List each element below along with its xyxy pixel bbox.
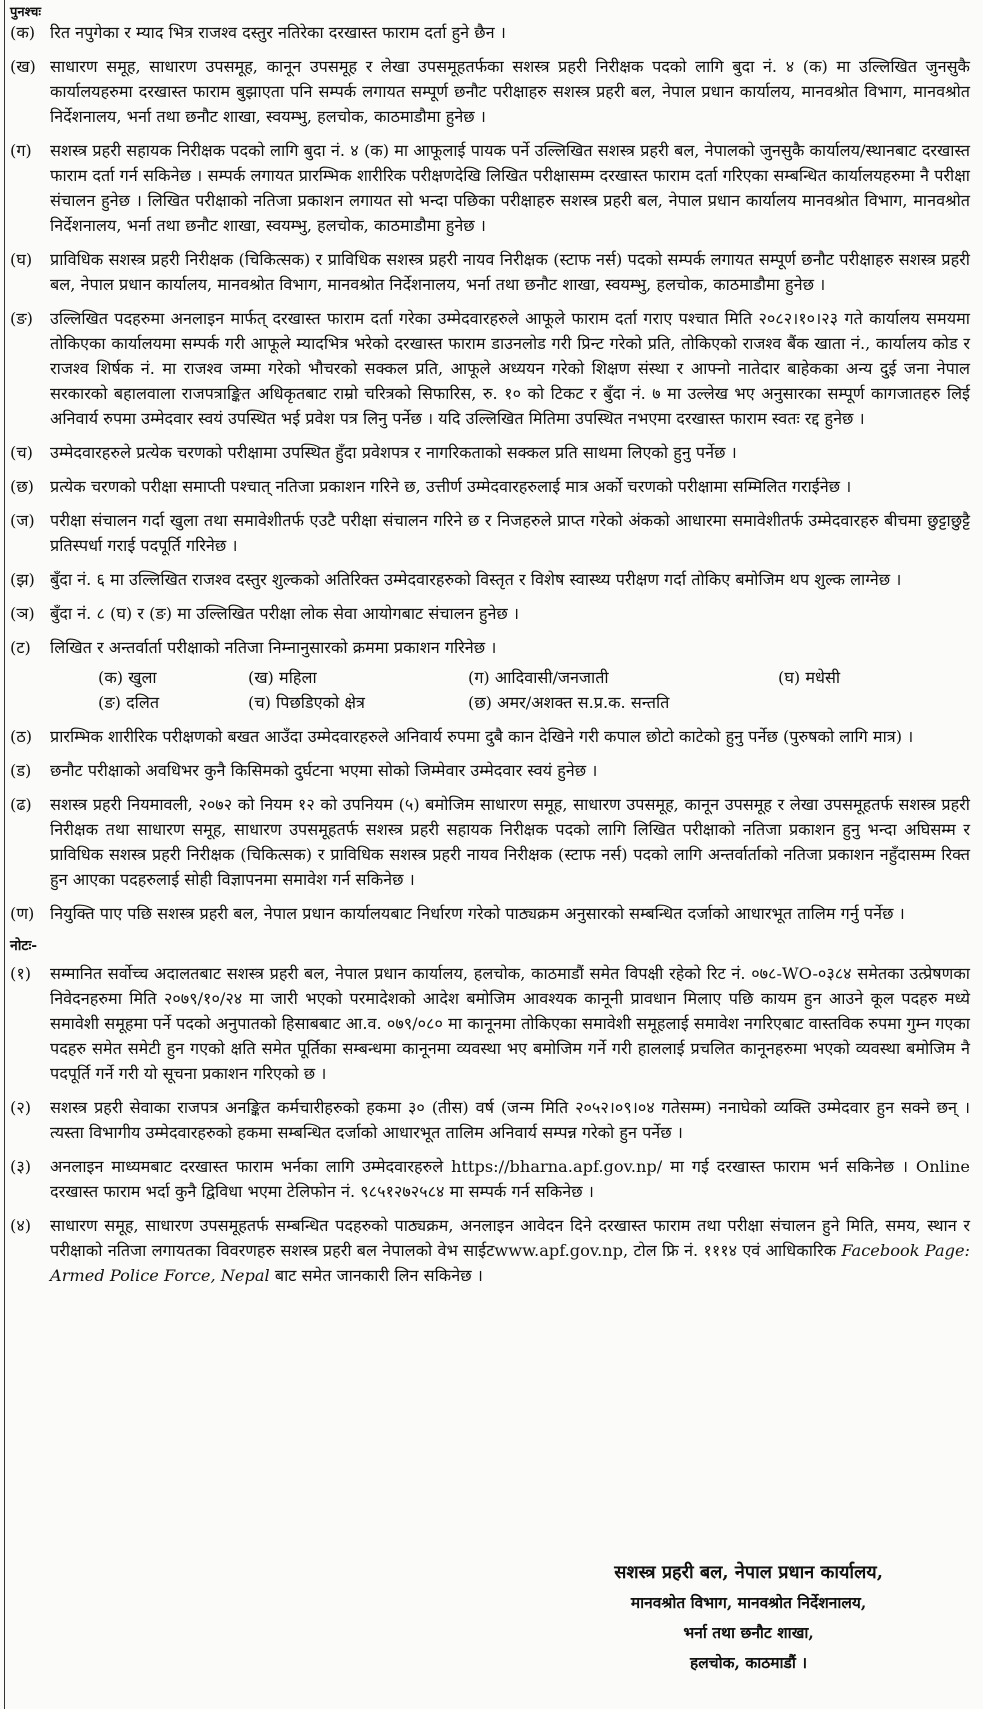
clause-item xyxy=(10,601,970,626)
clause-item xyxy=(10,901,970,926)
clause-item xyxy=(10,474,970,499)
category-indigenous: (ग) आदिवासी/जनजाती xyxy=(468,668,609,687)
clause-text: बुँदा नं. ८ (घ) र (ङ) मा उल्लिखित परीक्षा लोक सेवा आयोगबाट संचालन हुनेछ । xyxy=(50,604,520,623)
clause-text: बुँदा नं. ६ मा उल्लिखित राजश्व दस्तुर शुल्कको अतिरिक्त उम्मेदवारहरुको विस्तृत र विशेष स्वास्थ्य परीक्षण गर्दा तोकिए बमोजिम थप शुल्क लाग्नेछ । xyxy=(50,570,902,589)
note-item xyxy=(10,1154,970,1204)
note-item xyxy=(10,1213,970,1288)
clause-item xyxy=(10,440,970,465)
clause-text: छनौट परीक्षाको अवधिभर कुनै किसिमको दुर्घटना भएमा सोको जिम्मेवार उम्मेदवार स्वयं हुनेछ । xyxy=(50,761,598,780)
note-label: (१) xyxy=(10,964,32,983)
note-item xyxy=(10,1095,970,1145)
clause-item xyxy=(10,20,970,45)
clause-text: प्रारम्भिक शारीरिक परीक्षणको बखत आउँदा उम्मेदवारहरुले अनिवार्य रुपमा दुबै कान देखिने गरी कपाल छोटो काटेको हुनु पर्नेछ (पुरुषको लागि मात्र) । xyxy=(50,727,914,746)
clause-text: रित नपुगेका र म्याद भित्र राजश्व दस्तुर नतिरेका दरखास्त फाराम दर्ता हुने छैन । xyxy=(50,23,506,42)
clause-item xyxy=(10,724,970,749)
note-item xyxy=(10,961,970,1086)
clause-label: (ट) xyxy=(10,638,31,657)
clause-label: (घ) xyxy=(10,250,33,269)
clause-label: (झ) xyxy=(10,570,35,589)
clause-item xyxy=(10,635,970,660)
clause-label: (ढ) xyxy=(10,795,32,814)
clause-text: प्राविधिक सशस्त्र प्रहरी निरीक्षक (चिकित्सक) र प्राविधिक सशस्त्र प्रहरी नायव निरीक्षक (स्टाफ नर्स) पदको सम्पर्क लगायत सम्पूर्ण छनौट परीक्षाहरु सशस्त्र प्रहरी बल, नेपाल प्रधान कार्यालय, मानवश्रोत विभाग, मानवश्रोत निर्देशनालय, भर्ना तथा छनौट शाखा, स्वयम्भु, हलचोक, काठमाडौमा हुनेछ । xyxy=(50,250,970,294)
note-text-part: साधारण समूह, साधारण उपसमूहतर्फ सम्बन्धित पदहरुको पाठ्यक्रम, अनलाइन आवेदन दिने दरखास्त फाराम तथा परीक्षा संचालन हुने मिति, समय, स्थान र परीक्षाको नतिजा लगायतका विवरणहरु सशस्त्र प्रहरी बल नेपालको वेभ साईटwww.apf.gov.np, टोल फ्रि नं. १११४ एवं आधिकारिक xyxy=(50,1216,970,1260)
clause-label: (ठ) xyxy=(10,727,33,746)
clause-item xyxy=(10,54,970,129)
clause-label: (ख) xyxy=(10,57,36,76)
clause-label: (छ) xyxy=(10,477,34,496)
note-text-part: बाट समेत जानकारी लिन सकिनेछ । xyxy=(269,1266,483,1285)
category-dalit: (ङ) दलित xyxy=(98,693,160,712)
facebook-page-name: Facebook Page: Armed Police Force, Nepal xyxy=(50,1241,970,1285)
note-title: नोटः- xyxy=(10,938,38,954)
clause-item xyxy=(10,247,970,297)
note-label: (३) xyxy=(10,1157,32,1176)
clause-text: प्रत्येक चरणको परीक्षा समाप्ती पश्चात् नतिजा प्रकाशन गरिने छ, उत्तीर्ण उम्मेदवारहरुलाई मात्र अर्को चरणको परीक्षामा सम्मिलित गराईनेछ । xyxy=(50,477,852,496)
clause-label: (ङ) xyxy=(10,309,33,328)
signature-section: भर्ना तथा छनौट शाखा, xyxy=(683,1623,814,1642)
category-madhesi: (घ) मधेसी xyxy=(778,668,841,687)
clause-label: (ञ) xyxy=(10,604,35,623)
postscript-heading: पुनश्चः xyxy=(10,5,42,20)
signature-location: हलचोक, काठमाडौं । xyxy=(690,1653,808,1672)
clause-list xyxy=(10,20,970,1297)
clause-text: नियुक्ति पाए पछि सशस्त्र प्रहरी बल, नेपाल प्रधान कार्यालयबाट निर्धारण गरेको पाठ्यक्रम अनुसारको सम्बन्धित दर्जाको आधारभूत तालिम गर्नु पर्नेछ । xyxy=(50,904,905,923)
category-grid xyxy=(10,665,970,715)
signature-office: सशस्त्र प्रहरी बल, नेपाल प्रधान कार्यालय, xyxy=(614,1562,883,1583)
note-label: (४) xyxy=(10,1216,32,1235)
clause-label: (ग) xyxy=(10,141,32,160)
signature-block xyxy=(614,1558,883,1678)
note-label: (२) xyxy=(10,1098,32,1117)
note-text: सम्मानित सर्वोच्च अदालतबाट सशस्त्र प्रहरी बल, नेपाल प्रधान कार्यालय, हलचोक, काठमाडौं समेत विपक्षी रहेको रिट नं. ०७८-WO-०३८४ समेतका उत्प्रेषणका निवेदनहरुमा मिति २०७९/१०/२४ मा जारी भएको परमादेशको आदेश बमोजिम आवश्यक कानूनी प्रावधान मिलाए पछि कायम हुन आउने कूल पदहरु मध्ये समावेशी समूहमा पर्ने पदको अनुपातको हिसाबबाट आ.व. ०७९/०८० मा कानूनमा तोकिएका समावेशी समूहलाई समावेश नगरिएबाट वास्तविक रुपमा गुम्न गएका पदहरु समेत समेटी हुन गएको क्षति समेत पूर्तिका सम्बन्धमा कानूनमा व्यवस्था भए बमोजिम गर्ने गरी हाललाई प्रचलित कानूनहरुमा भएको व्यवस्था बमोजिम नै पदपूर्ति गर्ने गरी यो सूचना प्रकाशन गरिएको छ । xyxy=(50,964,970,1083)
page-edge xyxy=(4,0,5,1709)
category-martyr-descendant: (छ) अमर/अशक्त स.प्र.क. सन्तति xyxy=(468,693,670,712)
note-text: सशस्त्र प्रहरी सेवाका राजपत्र अनङ्कित कर्मचारीहरुको हकमा ३० (तीस) वर्ष (जन्म मिति २०५२।०९।०४ गतेसम्म) ननाघेको व्यक्ति उम्मेदवार हुन सक्ने छन् । त्यस्ता विभागीय उम्मेदवारहरुको हकमा सम्बन्धित दर्जाको आधारभूत तालिम अनिवार्य सम्पन्न गरेको हुन पर्नेछ । xyxy=(50,1098,970,1142)
clause-item xyxy=(10,306,970,431)
clause-text: उल्लिखित पदहरुमा अनलाइन मार्फत् दरखास्त फाराम दर्ता गरेका उम्मेदवारहरुले आफूले फाराम दर्ता गराए पश्चात मिति २०८२।१०।२३ गते कार्यालय समयमा तोकिएका कार्यालयमा सम्पर्क गरी आफूले म्यादभित्र भरेको दरखास्त फाराम डाउनलोड गरी प्रिन्ट गरेको प्रति, तोकिएको राजश्व बैंक खाता नं., कार्यालय कोड र राजश्व शिर्षक नं. मा राजश्व जम्मा गरेको भौचरको सक्कल प्रति, आफूले अध्ययन गरेको शिक्षण संस्था र आफ्नो नातेदार बाहेकका अन्य दुई जना नेपाल सरकारको बहालवाला राजपत्राङ्कित अधिकृतबाट राम्रो चरित्रको सिफारिस, रु. १० को टिकट र बुँदा नं. ७ मा उल्लेख भए अनुसारका सम्पूर्ण कागजातहरु लिई अनिवार्य रुपमा उम्मेदवार स्वयं उपस्थित भई प्रवेश पत्र लिनु पर्नेछ । यदि उल्लिखित मितिमा उपस्थित नभएमा दरखास्त फाराम स्वतः रद्द हुनेछ । xyxy=(50,309,970,428)
category-backward-region: (च) पिछडिएको क्षेत्र xyxy=(248,693,365,712)
clause-item xyxy=(10,758,970,783)
signature-department: मानवश्रोत विभाग, मानवश्रोत निर्देशनालय, xyxy=(630,1593,867,1612)
note-text: अनलाइन माध्यमबाट दरखास्त फाराम भर्नका लागि उम्मेदवारहरुले https://bharna.apf.gov.np/ मा गई दरखास्त फाराम भर्न सकिनेछ । Online दरखास्त फाराम भर्दा कुनै द्विविधा भएमा टेलिफोन नं. ९८५१२७२५८४ मा सम्पर्क गर्न सकिनेछ । xyxy=(50,1157,970,1201)
clause-label: (क) xyxy=(10,23,36,42)
clause-item xyxy=(10,508,970,558)
category-open: (क) खुला xyxy=(98,668,157,687)
clause-label: (ज) xyxy=(10,511,35,530)
clause-text: सशस्त्र प्रहरी सहायक निरीक्षक पदको लागि बुदा नं. ४ (क) मा आफूलाई पायक पर्ने उल्लिखित सशस्त्र प्रहरी बल, नेपालको जुनसुकै कार्यालय/स्थानबाट दरखास्त फाराम दर्ता गर्न सकिनेछ । सम्पर्क लगायत प्रारम्भिक शारीरिक परीक्षणदेखि लिखित परीक्षासम्म दरखास्त फाराम दर्ता गरिएका सम्बन्धित कार्यालयहरुमा नै परीक्षा संचालन हुनेछ । लिखित परीक्षाको नतिजा प्रकाशन लगायत सो भन्दा पछिका परीक्षाहरु सशस्त्र प्रहरी बल, नेपाल प्रधान कार्यालय मानवश्रोत विभाग, मानवश्रोत निर्देशनालय, भर्ना तथा छनौट शाखा, स्वयम्भु, हलचोक, काठमाडौमा हुनेछ । xyxy=(50,141,970,235)
clause-item xyxy=(10,567,970,592)
clause-label: (ण) xyxy=(10,904,35,923)
clause-text: साधारण समूह, साधारण उपसमूह, कानून उपसमूह र लेखा उपसमूहतर्फका सशस्त्र प्रहरी निरीक्षक पदको लागि बुदा नं. ४ (क) मा उल्लिखित जुनसुकै कार्यालयहरुमा दरखास्त फाराम बुझाएता पनि सम्पर्क लगायत सम्पूर्ण छनौट परीक्षाहरु सशस्त्र प्रहरी बल, नेपाल प्रधान कार्यालय, मानवश्रोत विभाग, मानवश्रोत निर्देशनालय, भर्ना तथा छनौट शाखा, स्वयम्भु, हलचोक, काठमाडौमा हुनेछ । xyxy=(50,57,970,126)
category-women: (ख) महिला xyxy=(248,668,317,687)
clause-label: (ड) xyxy=(10,761,32,780)
clause-text: सशस्त्र प्रहरी नियमावली, २०७२ को नियम १२ को उपनियम (५) बमोजिम साधारण समूह, साधारण उपसमूह, कानून उपसमूह र लेखा उपसमूहतर्फ सशस्त्र प्रहरी निरीक्षक तथा साधारण समूह, साधारण उपसमूहतर्फ सशस्त्र प्रहरी सहायक निरीक्षक पदको लागि लिखित परीक्षाको नतिजा प्रकाशन हुनु भन्दा अघिसम्म र प्राविधिक सशस्त्र प्रहरी निरीक्षक (चिकित्सक) र प्राविधिक सशस्त्र प्रहरी नायव निरीक्षक (स्टाफ नर्स) पदको लागि अन्तर्वार्ताको नतिजा प्रकाशन नहुँदासम्म रिक्त हुन आएका पदहरुलाई सोही विज्ञापनमा समावेश गर्न सकिनेछ । xyxy=(50,795,970,889)
clause-item xyxy=(10,138,970,238)
clause-label: (च) xyxy=(10,443,33,462)
clause-text: परीक्षा संचालन गर्दा खुला तथा समावेशीतर्फ एउटै परीक्षा संचालन गरिने छ र निजहरुले प्राप्त गरेको अंकको आधारमा समावेशीतर्फ उम्मेदवारहरु बीचमा छुट्टाछुट्टै प्रतिस्पर्धा गराई पदपूर्ति गरिनेछ । xyxy=(50,511,970,555)
clause-text: लिखित र अन्तर्वार्ता परीक्षाको नतिजा निम्नानुसारको क्रममा प्रकाशन गरिनेछ । xyxy=(50,638,497,657)
note-text xyxy=(50,1213,970,1288)
clause-text: उम्मेदवारहरुले प्रत्येक चरणको परीक्षामा उपस्थित हुँदा प्रवेशपत्र र नागरिकताको सक्कल प्रति साथमा लिएको हुनु पर्नेछ । xyxy=(50,443,737,462)
clause-item xyxy=(10,792,970,892)
